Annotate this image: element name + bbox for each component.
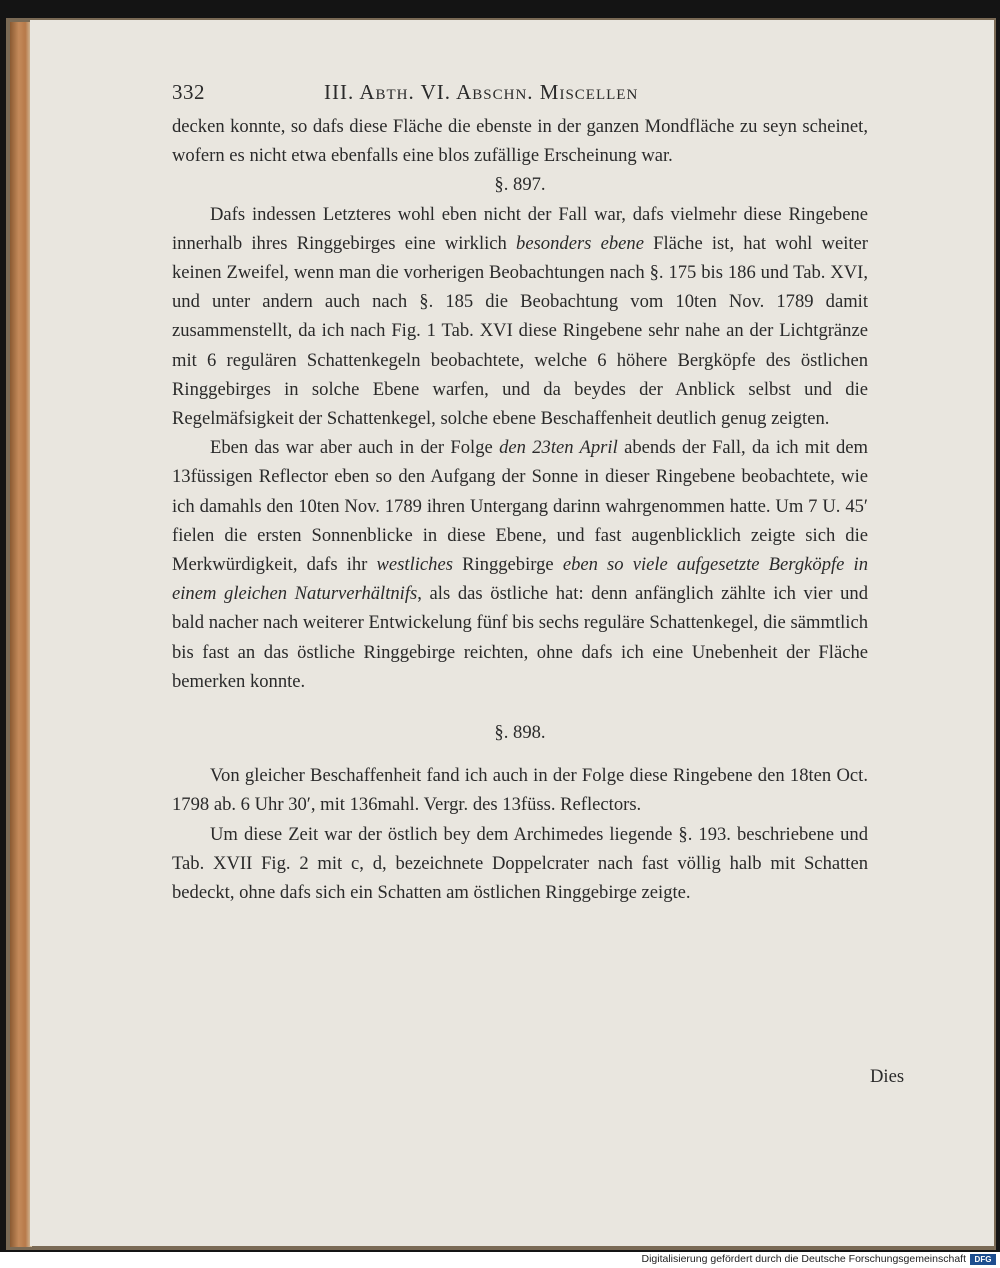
footer-bar [0, 1252, 1000, 1268]
running-title: III. Abth. VI. Abschn. Miscellen [324, 80, 639, 104]
section-heading: §. 897. [494, 174, 546, 196]
catchword: Dies [870, 1066, 905, 1087]
emphasis: besonders ebene [516, 232, 644, 254]
body-text [172, 112, 868, 907]
dfg-logo-icon: DFG [970, 1254, 996, 1265]
emphasis: westliches [376, 554, 453, 576]
paragraph: Um diese Zeit war der östlich bey dem Archimedes liegende §. 193. beschriebene und Tab. XVII Fig. 2 mit c, d, bezeichnete Doppelcrater nach fast völlig halb mit Schatten bedeckt, ohne dafs sich ein Schatten am östlichen Ringgebirge zeigte. [172, 823, 868, 904]
paragraph: Von gleicher Beschaffenheit fand ich auch in der Folge diese Ringebene den 18ten Oct. 1798 ab. 6 Uhr 30′, mit 136mahl. Vergr. des 13füss. Reflectors. [172, 765, 868, 816]
emphasis: eben so viele aufgesetzte Bergköpfe in einem gleichen Naturverhältnifs [172, 554, 868, 605]
paragraph: decken konnte, so dafs diese Fläche die ebenste in der ganzen Mondfläche zu seyn scheinet, wofern es nicht etwa ebenfalls eine blos zufällige Erscheinung war. [172, 116, 868, 167]
paragraph: Dafs indessen Letzteres wohl eben nicht der Fall war, dafs vielmehr diese Ringebene innerhalb ihres Ringgebirges eine wirklich besonders ebene Fläche ist, hat wohl weiter keinen Zweifel, wenn man die vorherigen Beobachtungen nach §. 175 bis 186 und Tab. XVI, und unter andern auch nach §. 185 die Beobachtung vom 10ten Nov. 1789 damit zusammenstellt, da ich nach Fig. 1 Tab. XVI diese Ringebene sehr nahe an der Lichtgränze mit 6 regulären Schattenkegeln beobachtete, welche 6 höhere Bergköpfe des östlichen Ringgebirges in solche Ebene warfen, und da beydes der Anblick selbst und die Regelmäfsigkeit der Schattenkegel, solche ebene Beschaffenheit deutlich genug zeigten. [172, 203, 868, 430]
emphasis: den 23ten April [499, 437, 618, 459]
section-heading: §. 898. [494, 722, 546, 744]
page-number: 332 [172, 80, 205, 104]
paragraph: Eben das war aber auch in der Folge den 23ten April abends der Fall, da ich mit dem 13füssigen Reflector eben so den Aufgang der Sonne in dieser Ringebene beobachtete, wie ich damahls den 10ten Nov. 1789 ihren Untergang darinn wahrgenommen hatte. Um 7 U. 45′ fielen die ersten Sonnenblicke in diese Ebene, und fast augenblicklich zeigte sich die Merkwürdigkeit, dafs ihr westliches Ringgebirge eben so viele aufgesetzte Bergköpfe in einem gleichen Naturverhältnifs, als das östliche hat: denn anfänglich zählte ich vier und bald nacher nach weiterer Entwickelung fünf bis sechs reguläre Schattenkegel, die sämmtlich bis fast an das östliche Ringgebirge reichten, ohne dafs ich eine Unebenheit der Fläche bemerken konnte. [172, 437, 868, 692]
page-edge [10, 22, 32, 1247]
book-page [30, 20, 994, 1246]
footer-credit: Digitalisierung gefördert durch die Deutsche Forschungsgemeinschaft [641, 1253, 966, 1265]
page-header [172, 72, 740, 112]
